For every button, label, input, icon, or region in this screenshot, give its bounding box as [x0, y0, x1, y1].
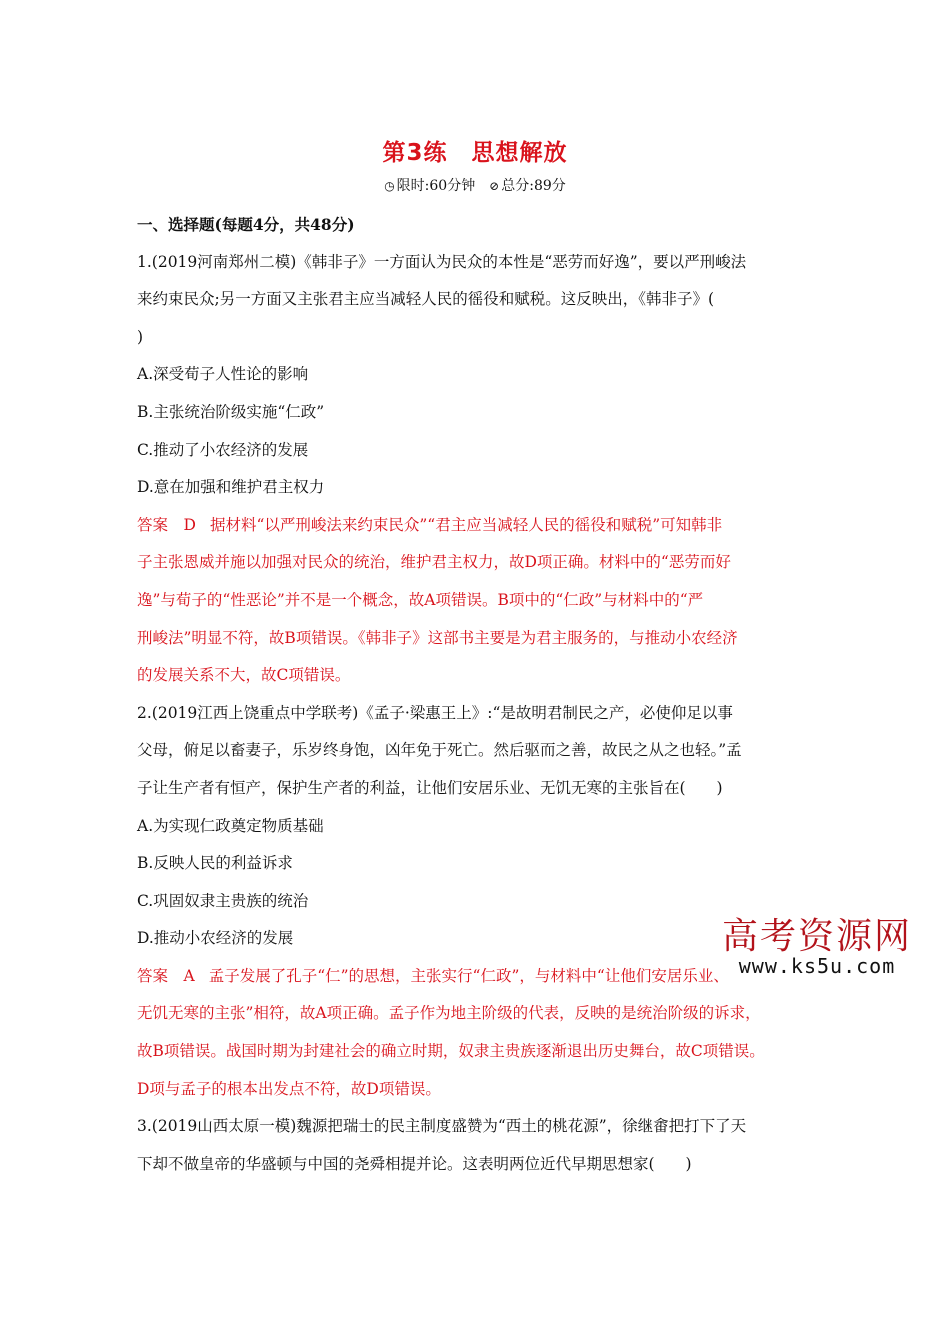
q1-option-d: D.意在加强和维护君主权力	[137, 478, 325, 497]
q1-answer-text: 据材料“以严刑峻法来约束民众”“君主应当减轻人民的徭役和赋税”可知韩非	[209, 515, 723, 534]
watermark-url: www.ks5u.com	[738, 954, 896, 978]
q1-answer-line	[137, 507, 817, 545]
exam-meta	[0, 175, 950, 195]
q2-option-d: D.推动小农经济的发展	[137, 929, 294, 948]
q2-answer-line: 故B项错误。战国时期为封建社会的确立时期，奴隶主贵族逐渐退出历史舞台，故C项错误。	[137, 1042, 765, 1061]
q1-stem-line: 1.(2019河南郑州二模)《韩非子》一方面认为民众的本性是“恶劳而好逸”，要以严刑峻法	[137, 252, 747, 271]
watermark-logo	[712, 908, 922, 990]
q1-answer-line: 逸”与荀子的“性恶论”并不是一个概念，故A项错误。B项中的“仁政”与材料中的“严	[137, 590, 704, 609]
q2-option-a: A.为实现仁政奠定物质基础	[137, 816, 324, 835]
q2-stem-line: 子让生产者有恒产，保护生产者的利益，让他们安居乐业、无饥无寒的主张旨在( )	[137, 778, 723, 797]
total-score: 总分:89分	[501, 178, 566, 194]
section-heading: 一、选择题(每题4分，共48分)	[137, 215, 355, 234]
q2-option-c: C.巩固奴隶主贵族的统治	[137, 891, 309, 910]
q1-option-a: A.深受荀子人性论的影响	[137, 365, 309, 384]
time-limit: 限时:60分钟	[396, 178, 476, 194]
clock-icon: ◷	[384, 179, 395, 193]
q3-stem-line: 3.(2019山西太原一模)魏源把瑞士的民主制度盛赞为“西土的桃花源”，徐继畬把打下了天	[137, 1117, 747, 1136]
q1-stem-line: )	[137, 327, 144, 346]
q2-stem-line: 父母，俯足以畜妻子，乐岁终身饱，凶年免于死亡。然后驱而之善，故民之从之也轻。”孟	[137, 741, 742, 760]
q2-stem-line: 2.(2019江西上饶重点中学联考)《孟子·梁惠王上》:“是故明君制民之产，必使仰足以事	[137, 703, 733, 722]
q2-option-b: B.反映人民的利益诉求	[137, 854, 293, 873]
q1-option-b: B.主张统治阶级实施“仁政”	[137, 402, 325, 421]
q2-answer-text: 孟子发展了孔子“仁”的思想，主张实行“仁政”，与材料中“让他们安居乐业、	[208, 966, 729, 985]
page-title: 第3练 思想解放	[382, 140, 568, 166]
q1-option-c: C.推动了小农经济的发展	[137, 440, 309, 459]
q1-answer-line: 的发展关系不大，故C项错误。	[137, 666, 351, 685]
q1-answer-line: 子主张恩威并施以加强对民众的统治，维护君主权力，故D项正确。材料中的“恶劳而好	[137, 553, 731, 572]
q1-answer-label: 答案 D	[137, 515, 196, 534]
q2-answer-line: D项与孟子的根本出发点不符，故D项错误。	[137, 1079, 441, 1098]
check-circle-icon: ⊘	[489, 179, 500, 193]
q1-stem-line: 来约束民众;另一方面又主张君主应当减轻人民的徭役和赋税。这反映出，《韩非子》(	[137, 290, 715, 309]
q2-answer-label: 答案 A	[137, 966, 195, 985]
question-content	[137, 206, 817, 1183]
q2-answer-line: 无饥无寒的主张”相符，故A项正确。孟子作为地主阶级的代表，反映的是统治阶级的诉求，	[137, 1004, 761, 1023]
q3-stem-line: 下却不做皇帝的华盛顿与中国的尧舜相提并论。这表明两位近代早期思想家( )	[137, 1154, 692, 1173]
watermark-text: 高考资源网	[721, 916, 912, 957]
q1-answer-line: 刑峻法”明显不符，故B项错误。《韩非子》这部书主要是为君主服务的，与推动小农经济	[137, 628, 738, 647]
